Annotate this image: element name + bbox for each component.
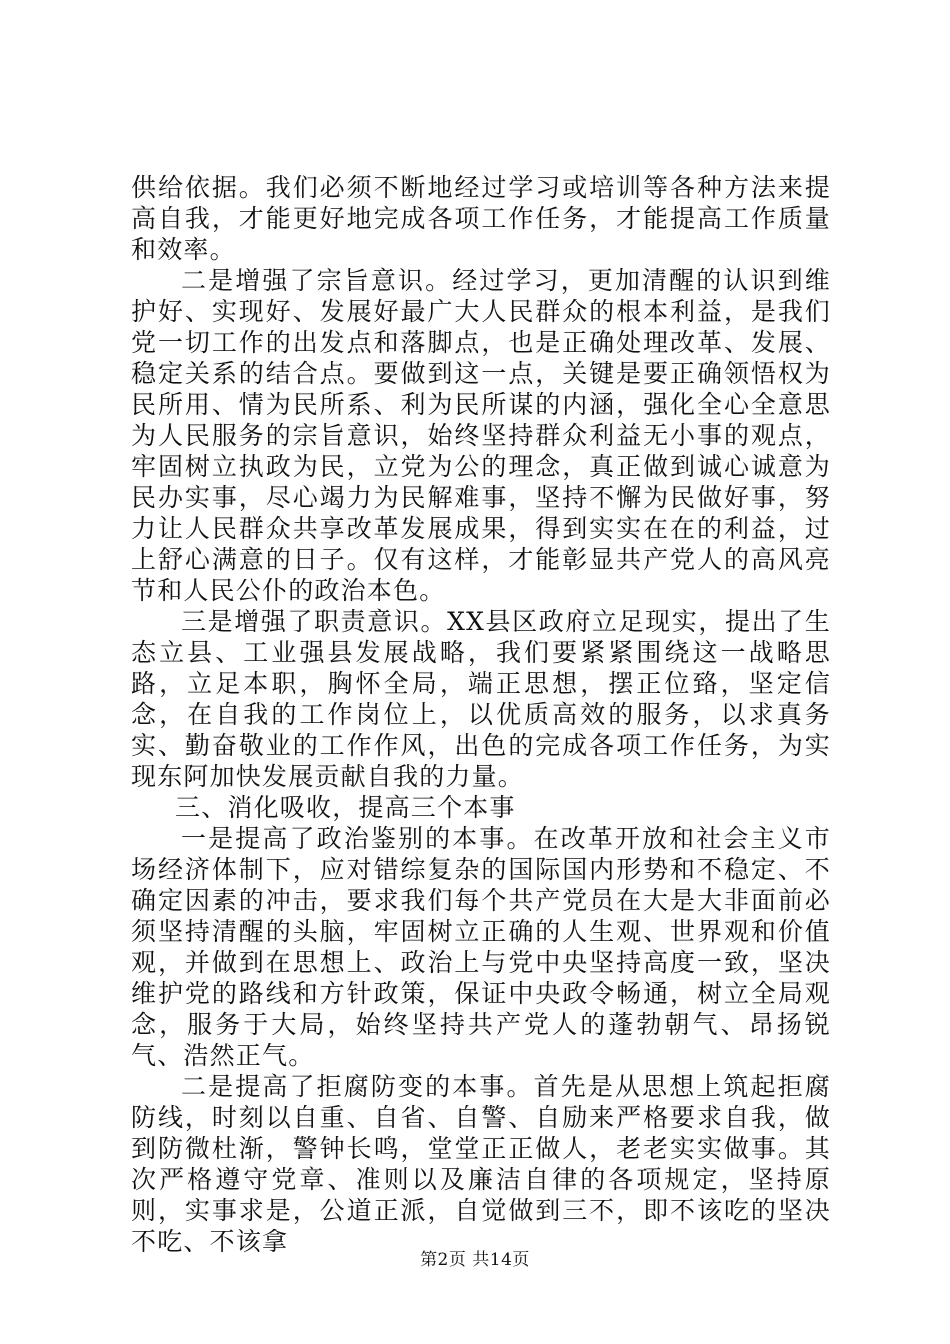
paragraph-duty-awareness: 三是增强了职责意识。XX县区政府立足现实，提出了生态立县、工业强县发展战略，我们要紧紧围绕这一战略思路，立足本职，胸怀全局，端正思想，摆正位臵，坚定信念，在自我的工作岗位上，以优质高效的服务，以求真务实、勤奋敬业的工作作风，出色的完成各项工作任务，为实现东阿加快发展贡献自我的力量。 (131, 607, 831, 791)
paragraph-purpose-awareness: 二是增强了宗旨意识。经过学习，更加清醒的认识到维护好、实现好、发展好最广大人民群众的根本利益，是我们党一切工作的出发点和落脚点，也是正确处理改革、发展、稳定关系的结合点。要做到这一点，关键是要正确领悟权为民所用、情为民所系、利为民所谋的内涵，强化全心全意思为人民服务的宗旨意识，始终坚持群众利益无小事的观点，牢固树立执政为民，立党为公的理念，真正做到诚心诚意为民办实事，尽心竭力为民解难事，坚持不懈为民做好事，努力让人民群众共享改革发展成果，得到实实在在的利益，过上舒心满意的日子。仅有这样，才能彰显共产党人的高风亮节和人民公仆的政治本色。 (131, 266, 831, 605)
paragraph-political-discernment: 一是提高了政治鉴别的本事。在改革开放和社会主义市场经济体制下，应对错综复杂的国际国内形势和不稳定、不确定因素的冲击，要求我们每个共产党员在大是大非面前必须坚持清醒的头脑，牢固树立正确的人生观、世界观和价值观，并做到在思想上、政治上与党中央坚持高度一致，坚决维护党的路线和方针政策，保证中央政令畅通，树立全局观念，服务于大局，始终坚持共产党人的蓬勃朝气、昂扬锐气、浩然正气。 (131, 824, 831, 1070)
document-body (131, 172, 831, 1257)
page-number-footer: 第2页 共14页 (420, 1250, 530, 1270)
paragraph-anti-corruption: 二是提高了拒腐防变的本事。首先是从思想上筑起拒腐防线，时刻以自重、自省、自警、自励来严格要求自我，做到防微杜渐，警钟长鸣，堂堂正正做人，老老实实做事。其次严格遵守党章、准则以及廉洁自律的各项规定，坚持原则，实事求是，公道正派，自觉做到三不，即不该吃的坚决不吃、不该拿 (131, 1072, 831, 1256)
section-heading: 三、消化吸收，提高三个本事 (175, 793, 516, 822)
paragraph-continuation: 供给依据。我们必须不断地经过学习或培训等各种方法来提高自我，才能更好地完成各项工作任务，才能提高工作质量和效率。 (131, 173, 831, 264)
